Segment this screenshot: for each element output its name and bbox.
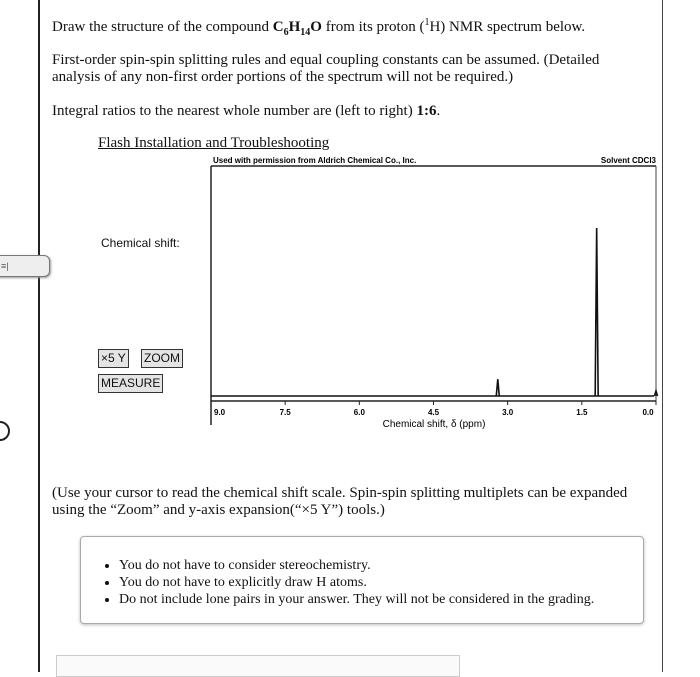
x-tick-label: 6.0: [353, 408, 365, 417]
question-line-2: First-order spin-spin splitting rules and equal coupling constants can be assumed. (Detailed: [52, 52, 600, 68]
x-tick-label: 1.5: [576, 408, 588, 417]
integral-ratio-text: Integral ratios to the nearest whole number are (left to right) 1:6.: [52, 103, 441, 119]
flash-installation-link[interactable]: Flash Installation and Troubleshooting: [98, 135, 330, 151]
x-axis-label: Chemical shift, δ (ppm): [382, 419, 486, 430]
x-tick-label: 0.0: [642, 408, 654, 417]
note-item: • Do not include lone pairs in your answer. They will not be considered in the grading.: [119, 591, 594, 608]
notes-list: [81, 557, 594, 608]
measure-button[interactable]: MEASURE: [98, 374, 163, 393]
chart-caption-permission: Used with permission from Aldrich Chemical Co., Inc.: [213, 156, 417, 165]
chart-caption-solvent: Solvent CDCl3: [600, 156, 656, 165]
x-tick-label: 4.5: [427, 408, 440, 417]
answer-input-area[interactable]: [56, 655, 460, 677]
x-tick-label: 3.0: [502, 408, 514, 417]
y-expansion-button[interactable]: ×5 Y: [98, 349, 129, 368]
x-tick-label: 9.0: [214, 408, 226, 417]
note-item: • You do not have to consider stereochemistry.: [119, 557, 594, 574]
note-item: • You do not have to explicitly draw H atoms.: [119, 574, 594, 591]
spectrum-peak: [595, 228, 598, 396]
side-tab-handle[interactable]: ≡|: [0, 255, 50, 277]
question-line-1: Draw the structure of the compound $C_6H_{14}O$ from its proton ($^1$H) NMR spectrum below.: [52, 17, 586, 38]
instructions-line-1: (Use your cursor to read the chemical shift scale. Spin-spin splitting multiplets can be expanded: [52, 485, 628, 501]
x-tick-label: 7.5: [279, 408, 291, 417]
chemical-shift-label: Chemical shift:: [101, 236, 180, 250]
spectrum-peak: [496, 379, 499, 396]
question-line-3: analysis of any non-first order portions of the spectrum will not be required.): [52, 69, 514, 85]
instructions-line-2: using the “Zoom” and y-axis expansion(“×5 Y”) tools.): [52, 502, 385, 518]
notes-box: [80, 536, 644, 624]
zoom-button[interactable]: ZOOM: [141, 349, 183, 368]
